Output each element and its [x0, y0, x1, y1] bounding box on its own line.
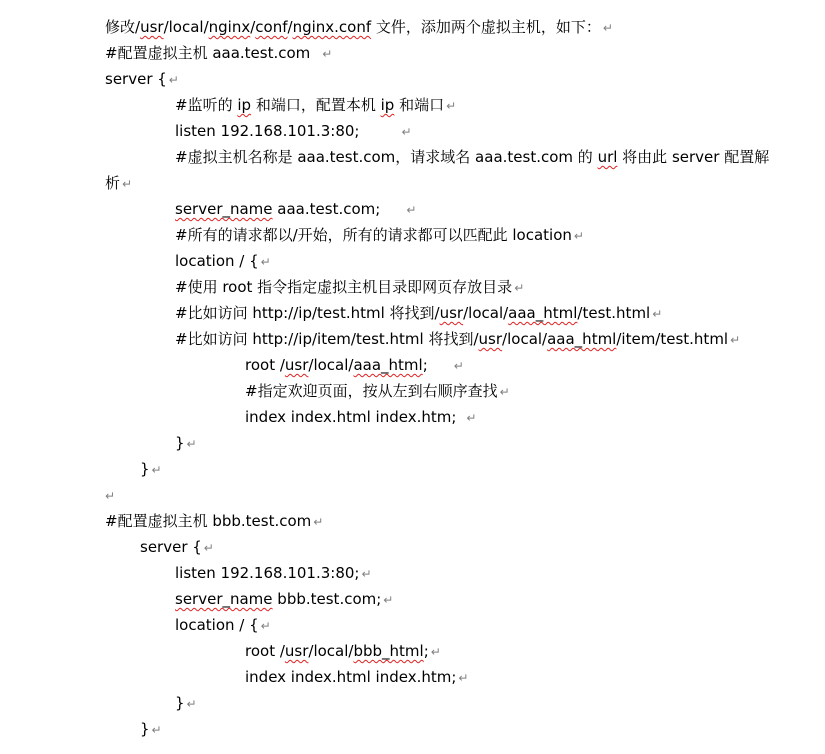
path-usr: usr — [140, 18, 164, 36]
code-path: usr — [284, 642, 309, 660]
paragraph-mark-icon: ↵ — [453, 359, 464, 373]
code-path: aaa_html — [353, 356, 423, 374]
empty-line — [105, 485, 115, 506]
comment-text: #虚拟主机名称是 aaa.test.com，请求域名 aaa.test.com 的 — [175, 148, 598, 166]
code-path: bbb_html — [353, 642, 424, 660]
comment-ip: ip — [237, 96, 252, 114]
paragraph-mark-icon: ↵ — [466, 411, 477, 425]
host-b-location-open — [175, 615, 271, 636]
code-text: } — [175, 434, 185, 452]
paragraph-mark-icon: ↵ — [730, 333, 741, 347]
comment-text: #使用 root 指令指定虚拟主机目录即网页存放目录 — [175, 278, 513, 296]
comment-path: usr — [478, 330, 503, 348]
intro-text: 修改/ — [105, 18, 141, 36]
comment-text: 将由此 server 配置解 — [617, 148, 770, 166]
code-keyword: server_name — [175, 200, 273, 218]
comment-text: 和端口，配置本机 — [251, 96, 381, 114]
host-a-listen-comment — [175, 95, 456, 116]
code-keyword: server_name — [175, 590, 273, 608]
paragraph-mark-icon: ↵ — [652, 307, 663, 321]
host-a-listen — [175, 121, 412, 142]
path-conf: conf — [255, 18, 288, 36]
paragraph-mark-icon: ↵ — [105, 489, 116, 503]
host-b-server-close — [140, 719, 162, 740]
host-a-root-comment — [175, 277, 524, 298]
comment-text: #配置虚拟主机 aaa.test.com — [105, 44, 311, 62]
paragraph-mark-icon: ↵ — [602, 21, 613, 35]
host-a-location-close — [175, 433, 197, 454]
host-a-index — [245, 407, 476, 428]
comment-text: /test.html — [577, 304, 651, 322]
paragraph-mark-icon: ↵ — [186, 697, 197, 711]
comment-text: /local/ — [463, 304, 509, 322]
path-nginx-conf: nginx.conf — [292, 18, 372, 36]
intro-text: /local/ — [163, 18, 209, 36]
code-text: root / — [245, 642, 285, 660]
host-a-location-comment — [175, 225, 584, 246]
code-text: root / — [245, 356, 285, 374]
paragraph-mark-icon: ↵ — [514, 281, 525, 295]
host-a-server-close — [140, 459, 162, 480]
code-text: /local/ — [308, 356, 354, 374]
code-text: } — [140, 460, 150, 478]
host-b-server-open — [140, 537, 214, 558]
paragraph-mark-icon: ↵ — [260, 619, 271, 633]
host-b-index — [245, 667, 468, 688]
host-b-header-comment — [105, 511, 323, 532]
intro-text: 文件，添加两个虚拟主机，如下： — [371, 18, 601, 36]
comment-text: #监听的 — [175, 96, 238, 114]
host-a-example-comment-1 — [175, 303, 662, 324]
paragraph-mark-icon: ↵ — [186, 437, 197, 451]
paragraph-mark-icon: ↵ — [322, 47, 333, 61]
paragraph-mark-icon: ↵ — [573, 229, 584, 243]
paragraph-mark-icon: ↵ — [458, 671, 469, 685]
host-a-index-comment — [245, 381, 510, 402]
path-nginx: nginx — [208, 18, 251, 36]
paragraph-mark-icon: ↵ — [313, 515, 324, 529]
host-a-header-comment — [105, 43, 332, 64]
comment-text: #所有的请求都以/开始，所有的请求都可以匹配此 location — [175, 226, 572, 244]
code-text: location / { — [175, 616, 259, 634]
code-text: aaa.test.com; — [272, 200, 381, 218]
host-b-root — [245, 641, 441, 662]
comment-path: aaa_html — [508, 304, 578, 322]
code-text: } — [140, 720, 150, 738]
code-text: index index.html index.htm; — [245, 408, 457, 426]
code-text: index index.html index.htm; — [245, 668, 457, 686]
code-text: } — [175, 694, 185, 712]
paragraph-mark-icon: ↵ — [401, 125, 412, 139]
code-text: ; — [423, 642, 429, 660]
code-text: server { — [105, 70, 167, 88]
doc-intro-line — [105, 17, 613, 38]
paragraph-mark-icon: ↵ — [430, 645, 441, 659]
code-text: location / { — [175, 252, 259, 270]
host-a-location-open — [175, 251, 271, 272]
host-b-servername — [175, 589, 393, 610]
comment-text: #比如访问 http://ip/item/test.html 将找到/ — [175, 330, 479, 348]
host-a-servername-comment-wrap — [105, 173, 132, 194]
paragraph-mark-icon: ↵ — [499, 385, 510, 399]
comment-text: 析 — [105, 174, 121, 192]
paragraph-mark-icon: ↵ — [406, 203, 417, 217]
comment-path: aaa_html — [547, 330, 617, 348]
paragraph-mark-icon: ↵ — [383, 593, 394, 607]
paragraph-mark-icon: ↵ — [260, 255, 271, 269]
host-b-listen — [175, 563, 372, 584]
intro-text: / — [287, 18, 293, 36]
paragraph-mark-icon: ↵ — [203, 541, 214, 555]
host-a-servername — [175, 199, 416, 220]
host-a-example-comment-2 — [175, 329, 740, 350]
paragraph-mark-icon: ↵ — [446, 99, 457, 113]
comment-text: #指定欢迎页面，按从左到右顺序查找 — [245, 382, 498, 400]
host-a-server-open — [105, 69, 179, 90]
comment-text: /local/ — [502, 330, 548, 348]
comment-path: usr — [439, 304, 464, 322]
comment-text: #配置虚拟主机 bbb.test.com — [105, 512, 312, 530]
paragraph-mark-icon: ↵ — [151, 463, 162, 477]
code-text: /local/ — [308, 642, 354, 660]
code-text: ; — [422, 356, 428, 374]
code-text: listen 192.168.101.3:80; — [175, 122, 360, 140]
paragraph-mark-icon: ↵ — [168, 73, 179, 87]
code-path: usr — [284, 356, 309, 374]
comment-text: #比如访问 http://ip/test.html 将找到/ — [175, 304, 440, 322]
comment-url: url — [597, 148, 618, 166]
paragraph-mark-icon: ↵ — [361, 567, 372, 581]
intro-text: / — [250, 18, 256, 36]
host-b-location-close — [175, 693, 197, 714]
code-text: bbb.test.com; — [272, 590, 382, 608]
host-a-servername-comment — [175, 147, 769, 167]
comment-ip: ip — [380, 96, 395, 114]
paragraph-mark-icon: ↵ — [122, 177, 133, 191]
comment-text: /item/test.html — [616, 330, 729, 348]
paragraph-mark-icon: ↵ — [151, 723, 162, 737]
code-text: listen 192.168.101.3:80; — [175, 564, 360, 582]
host-a-root — [245, 355, 464, 376]
comment-text: 和端口 — [394, 96, 445, 114]
code-text: server { — [140, 538, 202, 556]
